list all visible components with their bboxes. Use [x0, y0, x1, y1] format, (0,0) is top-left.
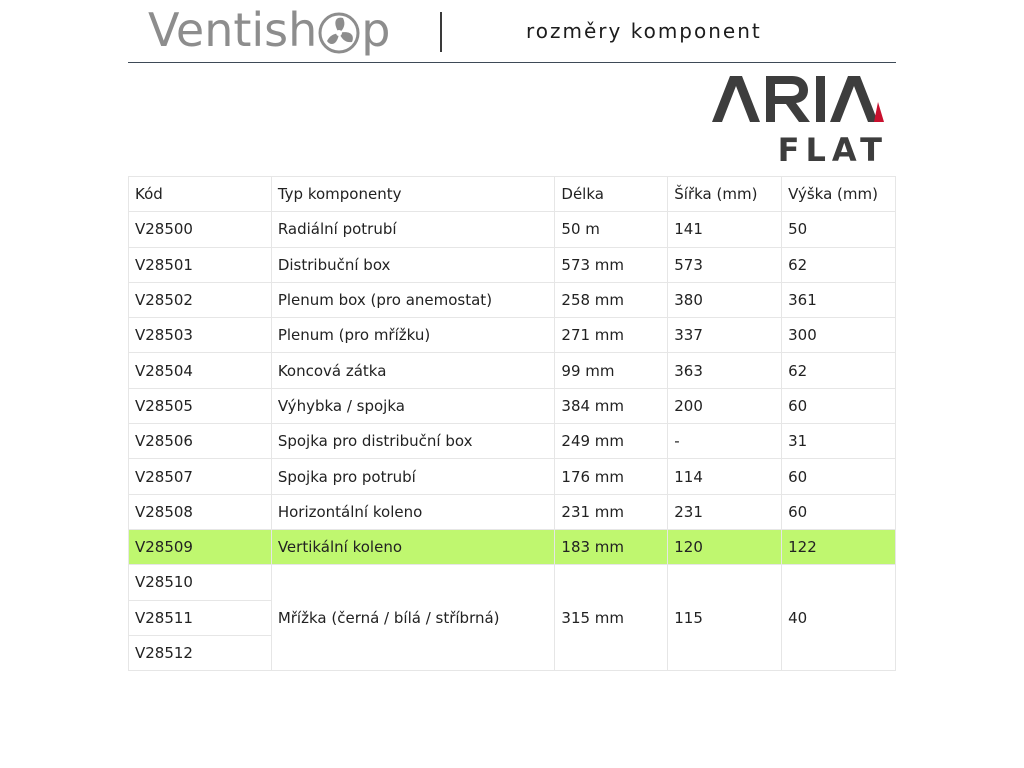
product-logo-flat: FLAT: [777, 131, 888, 168]
table-row: [129, 212, 896, 247]
table-row-group: [129, 565, 896, 600]
aria-flat-logo: [708, 68, 898, 168]
cell-code: V28502: [129, 282, 272, 317]
table-header-row: [129, 177, 896, 212]
table-row: [129, 353, 896, 388]
cell-width: 573: [668, 247, 782, 282]
table-row: [129, 388, 896, 423]
cell-code: V28501: [129, 247, 272, 282]
table-row: [129, 459, 896, 494]
components-table: [128, 176, 896, 671]
cell-length: 231 mm: [555, 494, 668, 529]
column-header-height: Výška (mm): [782, 177, 896, 212]
cell-width-merged: 115: [668, 565, 782, 671]
cell-length: 176 mm: [555, 459, 668, 494]
column-header-code: Kód: [129, 177, 272, 212]
table-row: [129, 494, 896, 529]
cell-code: V28503: [129, 318, 272, 353]
cell-width: 231: [668, 494, 782, 529]
cell-width: -: [668, 424, 782, 459]
cell-code: V28506: [129, 424, 272, 459]
cell-height: 300: [782, 318, 896, 353]
table-row: [129, 424, 896, 459]
cell-height: 122: [782, 529, 896, 564]
cell-type: Spojka pro distribuční box: [271, 424, 555, 459]
cell-type: Vertikální koleno: [271, 529, 555, 564]
cell-length: 183 mm: [555, 529, 668, 564]
cell-width: 200: [668, 388, 782, 423]
cell-height: 361: [782, 282, 896, 317]
ventishop-logo: [148, 4, 391, 56]
cell-height-merged: 40: [782, 565, 896, 671]
cell-type-merged: Mřížka (černá / bílá / stříbrná): [271, 565, 555, 671]
cell-type: Horizontální koleno: [271, 494, 555, 529]
cell-width: 337: [668, 318, 782, 353]
brand-suffix: p: [361, 3, 391, 57]
cell-code: V28511: [129, 600, 272, 635]
cell-height: 60: [782, 388, 896, 423]
cell-height: 62: [782, 353, 896, 388]
cell-type: Distribuční box: [271, 247, 555, 282]
column-header-type: Typ komponenty: [271, 177, 555, 212]
cell-type: Výhybka / spojka: [271, 388, 555, 423]
cell-width: 114: [668, 459, 782, 494]
brand-prefix: Ventish: [148, 3, 318, 57]
cell-type: Radiální potrubí: [271, 212, 555, 247]
header: [128, 0, 896, 63]
cell-length-merged: 315 mm: [555, 565, 668, 671]
cell-length: 573 mm: [555, 247, 668, 282]
cell-length: 384 mm: [555, 388, 668, 423]
cell-height: 31: [782, 424, 896, 459]
cell-width: 141: [668, 212, 782, 247]
cell-length: 50 m: [555, 212, 668, 247]
cell-type: Plenum (pro mřížku): [271, 318, 555, 353]
fan-icon: [318, 12, 360, 54]
table-row-highlighted: [129, 529, 896, 564]
header-separator: [440, 12, 442, 52]
table-row: [129, 282, 896, 317]
cell-code: V28510: [129, 565, 272, 600]
cell-code: V28504: [129, 353, 272, 388]
table-row: [129, 247, 896, 282]
cell-length: 99 mm: [555, 353, 668, 388]
cell-length: 249 mm: [555, 424, 668, 459]
cell-height: 60: [782, 459, 896, 494]
page-subtitle: rozměry komponent: [526, 19, 762, 43]
cell-type: Spojka pro potrubí: [271, 459, 555, 494]
cell-type: Koncová zátka: [271, 353, 555, 388]
cell-height: 62: [782, 247, 896, 282]
cell-code: V28505: [129, 388, 272, 423]
cell-code: V28500: [129, 212, 272, 247]
table-row: [129, 318, 896, 353]
cell-code: V28509: [129, 529, 272, 564]
cell-height: 60: [782, 494, 896, 529]
column-header-length: Délka: [555, 177, 668, 212]
cell-code: V28512: [129, 635, 272, 670]
column-header-width: Šířka (mm): [668, 177, 782, 212]
cell-code: V28507: [129, 459, 272, 494]
cell-type: Plenum box (pro anemostat): [271, 282, 555, 317]
cell-code: V28508: [129, 494, 272, 529]
cell-width: 363: [668, 353, 782, 388]
cell-height: 50: [782, 212, 896, 247]
cell-width: 380: [668, 282, 782, 317]
cell-length: 271 mm: [555, 318, 668, 353]
cell-length: 258 mm: [555, 282, 668, 317]
cell-width: 120: [668, 529, 782, 564]
